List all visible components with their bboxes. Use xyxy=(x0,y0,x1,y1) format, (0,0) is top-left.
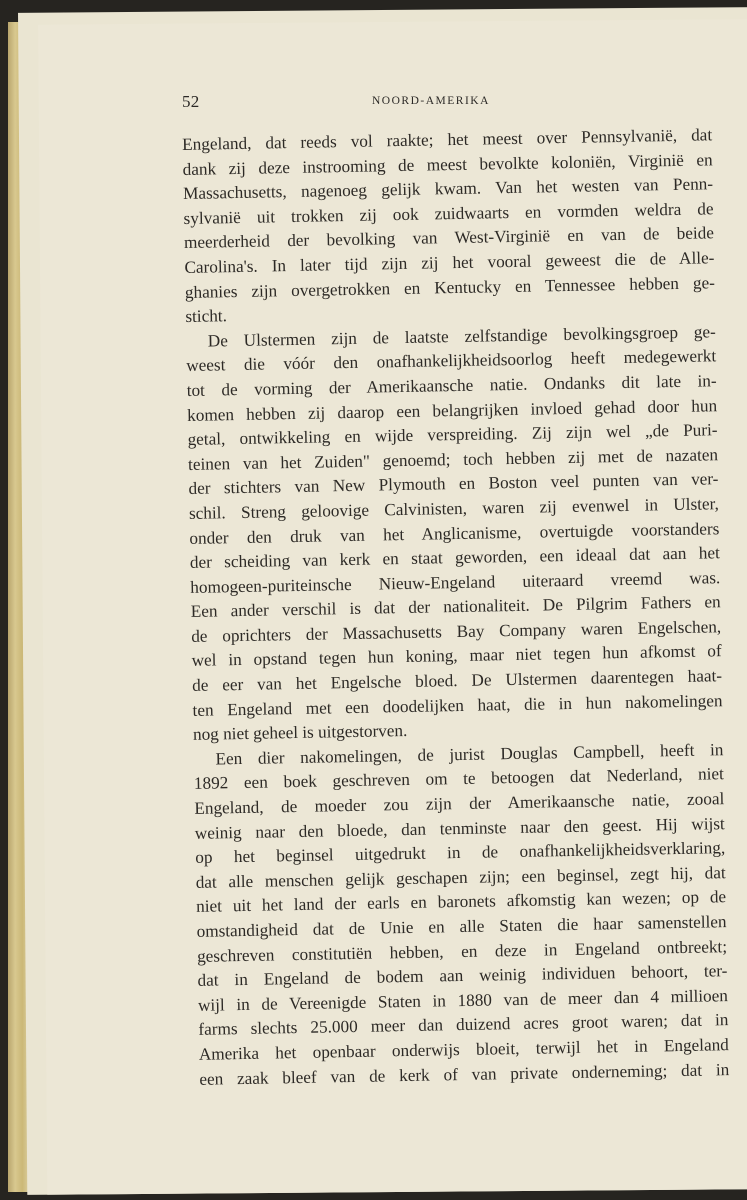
text-line: nog niet geheel is uitgestorven. xyxy=(192,721,408,745)
text-line: Massachusetts, nagenoeg gelijk kwam. Van het westen van Penn- xyxy=(182,174,714,204)
text-line: ten Engeland met een doodelijken haat, die in hun nakomelingen xyxy=(192,690,723,720)
text-line: ghanies zijn overgetrokken en Kentucky en Tennessee hebben ge- xyxy=(184,272,715,302)
text-line: getal, ontwikkeling en wijde verspreiding. Zij zijn wel „de Puri- xyxy=(187,420,718,450)
text-line: een zaak bleef van de kerk of van private onderneming; dat in xyxy=(199,1059,730,1089)
paragraph-start-line: De Ulstermen zijn de laatste zelfstandige bevolkingsgroep ge- xyxy=(207,322,716,351)
text-line: dat alle menschen gelijk geschapen zijn; een beginsel, zegt hij, dat xyxy=(195,862,726,892)
text-line: op het beginsel uitgedrukt in de onafhankelijkheidsverklaring, xyxy=(195,838,726,868)
text-line: Engeland, dat reeds vol raakte; het meest over Pennsylvanië, dat xyxy=(182,125,713,154)
text-line: 1892 een boek geschreven om te betoogen dat Nederland, niet xyxy=(193,764,725,794)
text-line: tot de vorming der Amerikaansche natie. Ondanks dit late in- xyxy=(186,371,717,400)
running-title: NOORD-AMERIKA xyxy=(372,95,490,107)
text-line: farms slechts 25.000 meer dan duizend acres groot waren; dat in xyxy=(198,1010,729,1040)
text-line: geschreven constitutiën hebben, en deze in Engeland ontbreekt; xyxy=(196,936,728,966)
body-text xyxy=(182,123,729,1092)
text-line: weest die vóór den onafhankelijkheidsoorlog heeft medegewerkt xyxy=(186,346,717,376)
text-line: komen hebben zij daarop een belangrijken invloed gehad door hun xyxy=(186,395,718,425)
text-line: meerderheid der bevolking van West-Virginië en van de beide xyxy=(183,223,715,253)
text-line: teinen van het Zuiden" genoemd; toch hebben zij met de nazaten xyxy=(187,444,719,474)
page-number: 52 xyxy=(182,92,200,111)
text-line: der stichters van New Plymouth en Boston veel punten van ver- xyxy=(188,469,719,499)
text-line: Amerika het openbaar onderwijs bloeit, terwijl het in Engeland xyxy=(198,1035,729,1064)
text-line: sylvanië uit trokken zij ook zuidwaarts en vormden weldra de xyxy=(183,199,714,228)
text-line: wel in opstand tegen hun koning, maar niet tegen hun afkomst of xyxy=(191,641,722,671)
text-line: Engeland, de moeder zou zijn der Amerikaansche natie, zooal xyxy=(194,789,725,818)
text-line: homogeen-puriteinsche Nieuw-Engeland uiteraard vreemd was. xyxy=(190,567,721,597)
text-line: onder den druk van het Anglicanisme, overtuigde voorstanders xyxy=(189,518,720,548)
text-line: Een ander verschil is dat der nationaliteit. De Pilgrim Fathers en xyxy=(190,592,721,622)
text-line: wijl in de Vereenigde Staten in 1880 van de meer dan 4 millioen xyxy=(197,985,729,1015)
text-line: der scheiding van kerk en staat geworden, een ideaal dat aan het xyxy=(189,543,720,573)
text-line: de eer van het Engelsche bloed. De Ulstermen daarentegen haat- xyxy=(191,666,723,695)
text-line: niet uit het land der earls en baronets afkomstig kan wezen; op de xyxy=(196,887,727,917)
text-line: omstandigheid dat de Unie en alle Staten die haar samenstellen xyxy=(196,912,727,941)
text-line: Carolina's. In later tijd zijn zij het vooral geweest die de Alle- xyxy=(184,248,715,277)
text-line: dank zij deze instrooming de meest bevolkte koloniën, Virginië en xyxy=(182,149,713,179)
text-line: schil. Streng geloovige Calvinisten, waren zij evenwel in Ulster, xyxy=(188,494,720,523)
text-line: dat in Engeland de bodem aan weinig individuen behoort, ter- xyxy=(197,961,728,991)
text-line: sticht. xyxy=(185,306,228,327)
paragraph-start-line: Een dier nakomelingen, de jurist Douglas Campbell, heeft in xyxy=(215,740,724,769)
text-line: de oprichters der Massachusetts Bay Company waren Engelschen, xyxy=(191,617,722,646)
text-line: weinig naar den bloede, dan tenminste naar den geest. Hij wijst xyxy=(194,813,725,843)
